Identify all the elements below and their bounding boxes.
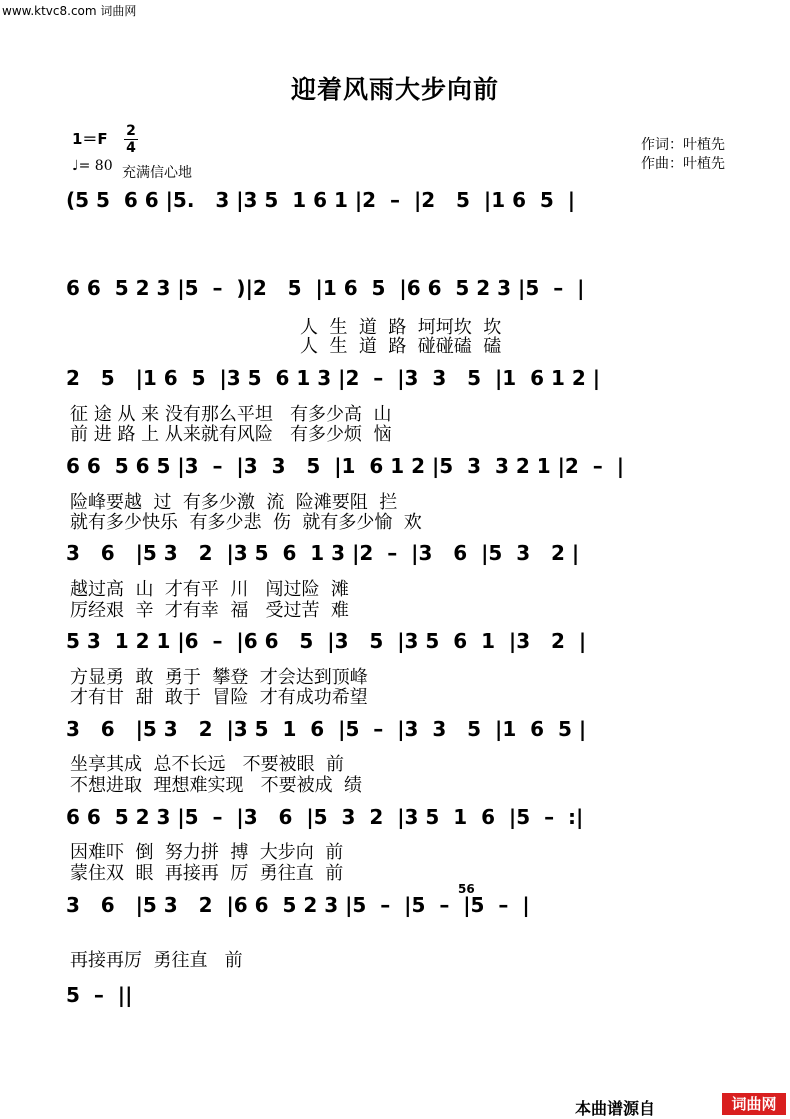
lyric-verse2-line7: 蒙住双 眼 再接再 厉 勇往直 前 (70, 863, 344, 884)
lyric-verse1-line2: 征 途 从 来 没有那么平坦 有多少高 山 (70, 404, 392, 425)
lyric-verse2-line2: 前 进 路 上 从来就有风险 有多少烦 恼 (70, 424, 392, 445)
lyric-verse2-line5: 才有甘 甜 敢于 冒险 才有成功希望 (70, 687, 368, 708)
mood-marking: 充满信心地 (122, 165, 192, 181)
footer-brand: 本曲谱源自 (575, 1099, 656, 1118)
staff-line-3: 2 5 |1 6 5 |3 5 6 1 3 |2 – |3 3 5 |1 6 1 2 | (66, 366, 601, 390)
time-signature-bottom: 4 (126, 140, 136, 156)
lyric-verse1-line6: 坐享其成 总不长远 不要被眼 前 (70, 754, 345, 775)
staff-line-4: 6 6 5 6 5 |3 – |3 3 5 |1 6 1 2 |5 3 3 2 1 |2 – | (66, 454, 625, 478)
lyric-verse1-line4: 越过高 山 才有平 川 闯过险 滩 (70, 579, 349, 600)
staff-line-7: 3 6 |5 3 2 |3 5 1 6 |5 – |3 3 5 |1 6 5 | (66, 717, 587, 741)
key-signature: 1＝F (72, 130, 108, 148)
staff-line-5: 3 6 |5 3 2 |3 5 6 1 3 |2 – |3 6 |5 3 2 | (66, 541, 580, 565)
staff-line-9: 3 6 |5 3 2 |6 6 5 2 3 |5 – |5 – |5 – | (66, 893, 530, 917)
composer-credit: 作曲：叶植先 (641, 156, 725, 172)
lyric-line8: 再接再厉 勇往直 前 (70, 950, 243, 971)
lyric-verse2-line6: 不想进取 理想难实现 不要被成 绩 (70, 775, 363, 796)
lyric-verse1-line7: 因难吓 倒 努力拼 搏 大步向 前 (70, 842, 344, 863)
staff-line-6: 5 3 1 2 1 |6 – |6 6 5 |3 5 |3 5 6 1 |3 2 | (66, 629, 587, 653)
lyricist-credit: 作词：叶植先 (641, 137, 725, 153)
lyric-verse2-line3: 就有多少快乐 有多少悲 伤 就有多少愉 欢 (70, 512, 422, 533)
staff-line-2: 6 6 5 2 3 |5 – )|2 5 |1 6 5 |6 6 5 2 3 |5 – | (66, 276, 585, 300)
page-title: 迎着风雨大步向前 (290, 75, 499, 104)
staff-line-1: (5 5 6 6 |5. 3 |3 5 1 6 1 |2 – |2 5 |1 6 5 | (66, 188, 576, 212)
lyric-verse1-line5: 方显勇 敢 勇于 攀登 才会达到顶峰 (70, 667, 368, 688)
lyric-verse1-line1: 人 生 道 路 坷坷坎 坎 (300, 317, 502, 338)
tempo-marking: ♩= 80 (72, 158, 113, 174)
lyric-verse2-line1: 人 生 道 路 碰碰磕 磕 (300, 336, 502, 357)
staff-line-8: 6 6 5 2 3 |5 – |3 6 |5 3 2 |3 5 1 6 |5 – :| (66, 805, 584, 829)
time-signature (124, 124, 138, 155)
lyric-verse1-line3: 险峰要越 过 有多少激 流 险滩要阻 拦 (70, 492, 398, 513)
staff-line-10: 5 – || (66, 983, 133, 1007)
site-url: www.ktvc8.com 词曲网 (2, 4, 137, 18)
ending-mark: 56 (458, 882, 475, 896)
footer-logo[interactable]: 词曲网 (722, 1093, 786, 1115)
time-signature-top: 2 (126, 123, 136, 139)
lyric-verse2-line4: 厉经艰 辛 才有幸 福 受过苦 难 (70, 600, 349, 621)
